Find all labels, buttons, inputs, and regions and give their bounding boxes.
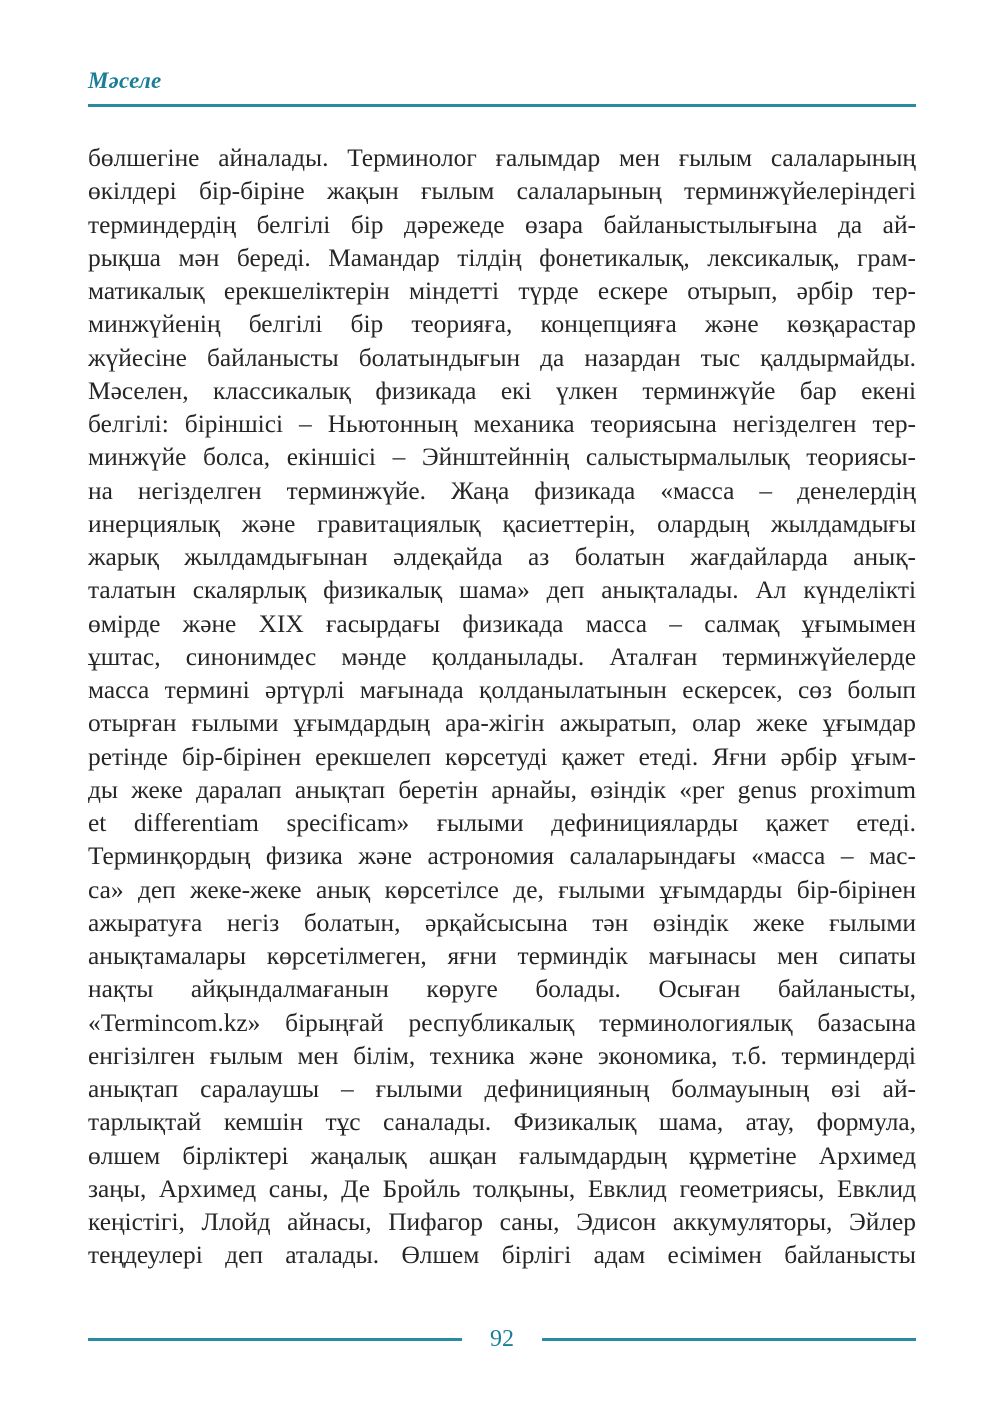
text-line: өкілдері бір-біріне жақын ғылым салаларының терминжүйелеріндегі	[88, 177, 916, 206]
text-line: бөлшегіне айналады. Терминолог ғалымдар мен ғылым салаларының	[88, 144, 916, 172]
text-line: Мәселен, классикалық физикада екі үлкен терминжүйе бар екені	[88, 376, 916, 405]
text-line: тарлықтай кемшін тұс саналады. Физикалық шама, атау, формула,	[88, 1108, 916, 1137]
section-title: Мәселе	[88, 68, 162, 93]
text-line: са» деп жеке-жеке анық көрсетілсе де, ғылыми ұғымдарды бір-бірінен	[88, 875, 916, 904]
text-line: теңдеулері деп аталады. Өлшем бірлігі адам есімімен байланысты	[88, 1241, 916, 1270]
text-line: минжүйе болса, екіншісі – Эйнштейннің салыстырмалылық теориясы-	[88, 443, 916, 472]
text-line: инерциялық және гравитациялық қасиеттерін, олардың жылдамдығы	[88, 509, 916, 538]
text-line: терминдердің белгілі бір дәрежеде өзара байланыстылығына да ай-	[88, 210, 916, 239]
body-text	[88, 142, 916, 1273]
footer-divider-right	[542, 1338, 916, 1341]
text-line: отырған ғылыми ұғымдардың ара-жігін ажыратып, олар жеке ұғымдар	[88, 709, 916, 738]
text-line: өлшем бірліктері жаңалық ашқан ғалымдардың құрметіне Архимед	[88, 1141, 916, 1170]
text-line: ажыратуға негіз болатын, әрқайсысына тән өзіндік жеке ғылыми	[88, 908, 916, 937]
text-line: рықша мән береді. Мамандар тілдің фонетикалық, лексикалық, грам-	[88, 243, 916, 272]
text-line: нақты айқындалмағанын көруге болады. Осыған байланысты,	[88, 975, 916, 1004]
text-line: талатын скалярлық физикалық шама» деп анықталады. Ал күнделікті	[88, 576, 916, 605]
text-line: ретінде бір-бірінен ерекшелеп көрсетуді қажет етеді. Яғни әрбір ұғым-	[88, 742, 916, 771]
text-line: енгізілген ғылым мен білім, техника және экономика, т.б. терминдерді	[88, 1041, 916, 1070]
text-line: et differentiam specificam» ғылыми дефиницияларды қажет етеді.	[88, 809, 916, 837]
text-line: «Termincom.kz» бірыңғай республикалық терминологиялық базасына	[88, 1008, 916, 1037]
text-line: өмірде және XIX ғасырдағы физикада масса – салмақ ұғымымен	[88, 609, 916, 638]
text-line: ды жеке даралап анықтап беретін арнайы, өзіндік «per genus proximum	[88, 775, 916, 804]
text-line: матикалық ерекшеліктерін міндетті түрде ескере отырып, әрбір тер-	[88, 277, 916, 305]
text-line: кеңістігі, Ллойд айнасы, Пифагор саны, Эдисон аккумуляторы, Эйлер	[88, 1208, 916, 1236]
page-number: 92	[490, 1326, 514, 1352]
text-line: ұштас, синонимдес мәнде қолданылады. Аталған терминжүйелерде	[88, 642, 916, 671]
text-line: Терминқордың физика және астрономия салаларындағы «масса – мас-	[88, 842, 916, 871]
text-line: анықтап саралаушы – ғылыми дефиницияның болмауының өзі ай-	[88, 1075, 916, 1103]
header-divider	[88, 104, 916, 107]
text-line: на негізделген терминжүйе. Жаңа физикада «масса – денелердің	[88, 476, 916, 505]
text-line: заңы, Архимед саны, Де Бройль толқыны, Евклид геометриясы, Евклид	[88, 1174, 916, 1203]
text-line: жарық жылдамдығынан әлдеқайда аз болатын жағдайларда анық-	[88, 543, 916, 571]
footer-divider-left	[88, 1338, 462, 1341]
text-line: анықтамалары көрсетілмеген, яғни терминдік мағынасы мен сипаты	[88, 942, 916, 970]
text-line: жүйесіне байланысты болатындығын да назардан тыс қалдырмайды.	[88, 343, 916, 372]
text-line: белгілі: біріншісі – Ньютонның механика теориясына негізделген тер-	[88, 410, 916, 438]
text-line: минжүйенің белгілі бір теорияға, концепцияға және көзқарастар	[88, 310, 916, 339]
text-line: масса термині әртүрлі мағынада қолданылатынын ескерсек, сөз болып	[88, 676, 916, 704]
